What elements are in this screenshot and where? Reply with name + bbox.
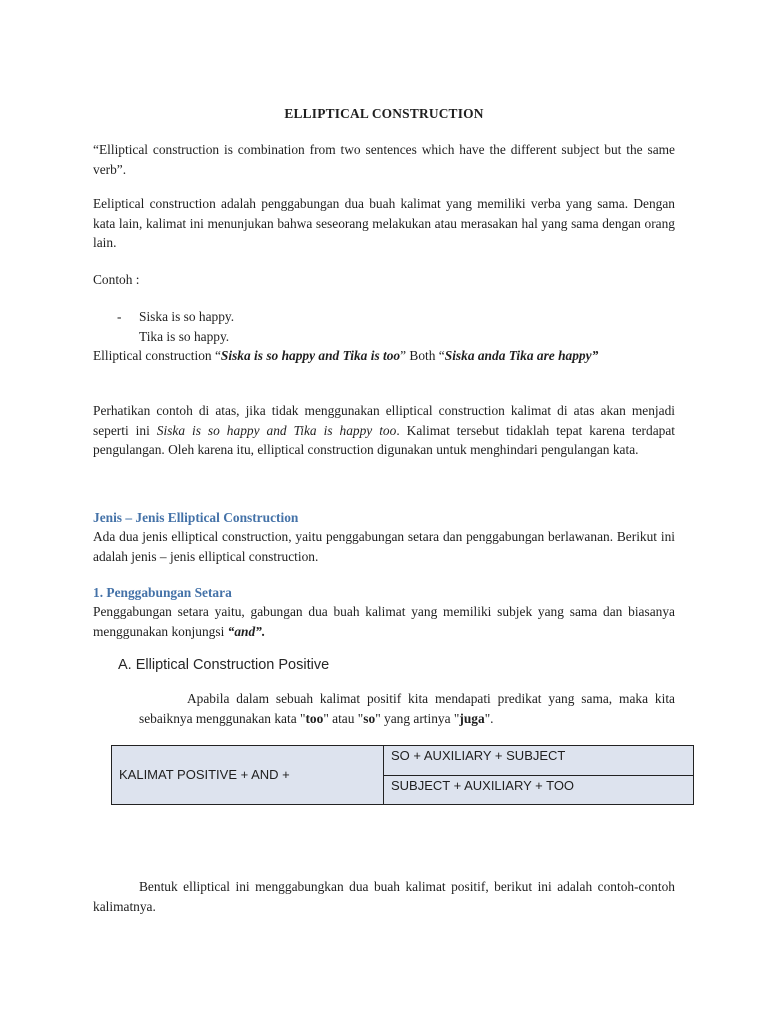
example-line-2: Tika is so happy.	[139, 329, 230, 344]
ec-both: Siska anda Tika are happy”	[444, 348, 599, 363]
word-too: too	[305, 710, 324, 726]
contoh-label: Contoh :	[93, 272, 140, 287]
ec-phrase: Siska is so happy and Tika is too	[220, 348, 401, 363]
rule-right-bottom-cell: SUBJECT + AUXILIARY + TOO	[384, 775, 694, 805]
setara-heading: 1. Penggabungan Setara	[93, 585, 232, 600]
types-body: Ada dua jenis elliptical construction, yaitu penggabungan setara dan penggabungan berlawanan. Berikut ini adalah jenis – jenis elliptical construction.	[93, 529, 675, 564]
definition-indonesian: Eeliptical construction adalah penggabungan dua buah kalimat yang memiliki verba yang sama. Dengan kata lain, kalimat ini menunjukan bahwa seseorang melakukan atau merasakan hal yang sama dengan orang lain.	[93, 196, 675, 250]
closing-paragraph: Bentuk elliptical ini menggabungkan dua buah kalimat positif, berikut ini adalah contoh-contoh kalimatnya.	[93, 879, 675, 914]
positive-heading: A. Elliptical Construction Positive	[118, 657, 330, 673]
positive-body-2: " atau "	[323, 710, 364, 726]
elliptical-example	[93, 346, 675, 366]
rule-right-top-cell: SO + AUXILIARY + SUBJECT	[384, 746, 694, 776]
setara-body-text: Penggabungan setara yaitu, gabungan dua buah kalimat yang memiliki subjek yang sama dan biasanya menggunakan konjungsi	[93, 604, 675, 639]
note-part-2: . Kalimat tersebut tidaklah tepat karena terdapat pengulangan. Oleh karena itu, elliptical construction digunakan untuk menghindari pengulangan kata.	[93, 422, 675, 457]
example-line-1: Siska is so happy.	[139, 309, 235, 324]
setara-body-and: “and”.	[227, 623, 266, 639]
ec-prefix: Elliptical construction “	[93, 348, 221, 363]
note-paragraph	[93, 401, 675, 460]
ec-mid: ” Both “	[400, 348, 445, 363]
setara-body	[93, 602, 675, 641]
note-part-1: Perhatikan contoh di atas, jika tidak menggunakan elliptical construction kalimat di atas akan menjadi seperti ini	[93, 403, 675, 438]
positive-body-4: ".	[484, 710, 494, 726]
note-italic: Siska is so happy and Tika is happy too	[156, 422, 397, 438]
page-title: ELLIPTICAL CONSTRUCTION	[284, 106, 484, 121]
definition-quote: “Elliptical construction is combination from two sentences which have the different subject but the same verb”.	[93, 142, 675, 177]
word-juga: juga	[459, 710, 485, 726]
rule-table	[111, 745, 694, 805]
positive-body-3: " yang artinya "	[375, 710, 460, 726]
example-bullet: -	[117, 309, 122, 324]
word-so: so	[363, 710, 376, 726]
positive-body-1: Apabila dalam sebuah kalimat positif kita mendapati predikat yang sama, maka kita sebaiknya menggunakan kata "	[139, 691, 675, 726]
rule-left-cell: KALIMAT POSITIVE + AND +	[112, 746, 384, 805]
types-heading: Jenis – Jenis Elliptical Construction	[93, 510, 299, 525]
positive-body	[139, 689, 675, 728]
